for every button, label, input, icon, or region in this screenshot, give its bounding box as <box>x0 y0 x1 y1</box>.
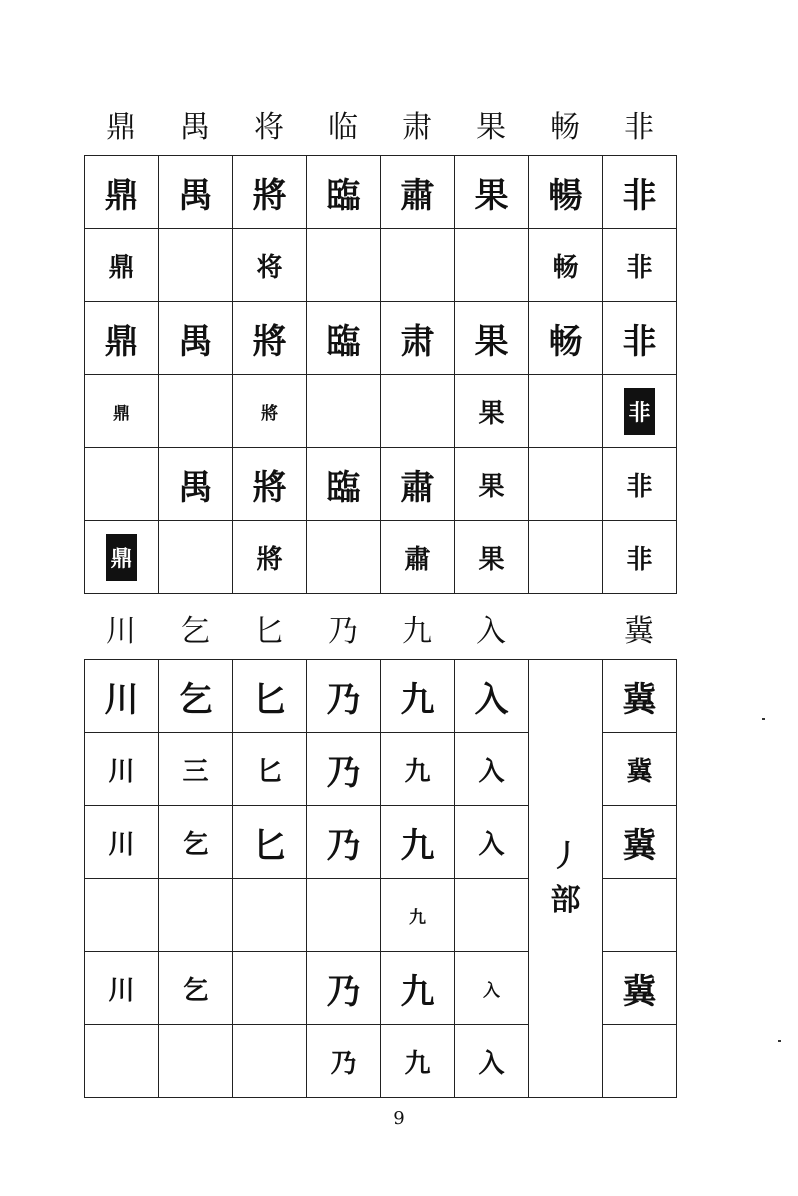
glyph-cell <box>381 660 455 733</box>
table-row <box>85 448 677 521</box>
glyph-cell <box>307 156 381 229</box>
glyph-cell <box>603 806 677 879</box>
glyph-cell <box>455 156 529 229</box>
glyph-cell <box>455 302 529 375</box>
seal-glyph: 冀 <box>622 971 657 1012</box>
glyph-cell <box>233 156 307 229</box>
glyph-cell <box>381 733 455 806</box>
header-char: 川 <box>106 614 136 649</box>
glyph-cell <box>159 879 233 952</box>
glyph-cell <box>307 521 381 594</box>
glyph-cell <box>85 1025 159 1098</box>
glyph-cell <box>233 521 307 594</box>
glyph-cell <box>381 1025 455 1098</box>
seal-glyph: 肅 <box>404 544 431 575</box>
seal-glyph: 入 <box>474 679 509 720</box>
glyph-cell <box>307 952 381 1025</box>
glyph-cell <box>159 229 233 302</box>
glyph-cell <box>603 1025 677 1098</box>
seal-glyph: 乃 <box>326 679 361 720</box>
seal-glyph: 果 <box>474 321 509 362</box>
seal-glyph: 禺 <box>178 175 213 216</box>
seal-glyph: 川 <box>104 679 139 720</box>
table-row <box>85 521 677 594</box>
seal-glyph: 三 <box>182 756 209 787</box>
header-char: 肃 <box>402 110 432 145</box>
glyph-cell <box>529 229 603 302</box>
scan-speck <box>762 718 765 720</box>
seal-glyph: 臨 <box>326 175 361 216</box>
glyph-cell <box>307 806 381 879</box>
header-char: 匕 <box>254 614 284 649</box>
radical-label-cell <box>529 660 603 1098</box>
glyph-cell <box>85 156 159 229</box>
glyph-cell <box>85 521 159 594</box>
glyph-cell <box>603 375 677 448</box>
seal-glyph: 乞 <box>182 829 209 860</box>
glyph-cell <box>455 448 529 521</box>
seal-glyph: 將 <box>252 467 287 508</box>
table-row <box>85 660 677 733</box>
header-char <box>528 612 602 652</box>
seal-glyph: 九 <box>400 825 435 866</box>
seal-glyph: 匕 <box>256 756 283 787</box>
header-char: 鼎 <box>106 110 136 145</box>
page-number: 9 <box>393 1108 405 1129</box>
seal-glyph: 将 <box>256 252 283 283</box>
bottom-header-row <box>84 612 676 652</box>
seal-glyph: 將 <box>261 403 278 424</box>
seal-glyph: 乞 <box>178 679 213 720</box>
glyph-cell <box>233 952 307 1025</box>
bottom-glyph-grid <box>84 659 677 1098</box>
glyph-cell <box>455 733 529 806</box>
glyph-cell <box>233 1025 307 1098</box>
glyph-cell <box>455 229 529 302</box>
glyph-cell <box>233 302 307 375</box>
glyph-cell <box>85 952 159 1025</box>
seal-glyph: 鼎 <box>108 252 135 283</box>
glyph-cell <box>159 156 233 229</box>
glyph-cell <box>603 879 677 952</box>
seal-glyph: 冀 <box>622 825 657 866</box>
glyph-cell <box>307 375 381 448</box>
glyph-cell <box>381 879 455 952</box>
glyph-cell <box>85 660 159 733</box>
seal-glyph: 禺 <box>178 467 213 508</box>
header-char: 乞 <box>180 614 210 649</box>
glyph-cell <box>307 660 381 733</box>
table-row <box>85 229 677 302</box>
seal-glyph: 果 <box>478 544 505 575</box>
glyph-cell <box>603 521 677 594</box>
glyph-cell <box>381 229 455 302</box>
glyph-cell <box>159 375 233 448</box>
glyph-cell <box>159 806 233 879</box>
seal-glyph: 肅 <box>400 467 435 508</box>
header-char: 入 <box>476 614 506 649</box>
glyph-cell <box>233 806 307 879</box>
radical-stroke: 丿 <box>550 838 581 874</box>
header-char: 九 <box>402 614 432 649</box>
glyph-cell <box>307 879 381 952</box>
seal-glyph: 九 <box>404 756 431 787</box>
glyph-cell <box>603 302 677 375</box>
seal-glyph: 果 <box>478 398 505 429</box>
glyph-cell <box>381 952 455 1025</box>
seal-glyph: 九 <box>404 1048 431 1079</box>
seal-glyph: 入 <box>478 756 505 787</box>
seal-glyph: 肃 <box>400 321 435 362</box>
seal-glyph: 鼎 <box>106 534 136 581</box>
seal-glyph: 肅 <box>400 175 435 216</box>
seal-glyph: 非 <box>626 471 653 502</box>
seal-glyph: 乃 <box>326 971 361 1012</box>
glyph-cell <box>455 806 529 879</box>
seal-glyph: 入 <box>478 829 505 860</box>
glyph-cell <box>603 952 677 1025</box>
seal-glyph: 乃 <box>326 825 361 866</box>
seal-glyph: 入 <box>478 1048 505 1079</box>
seal-glyph: 鼎 <box>104 321 139 362</box>
glyph-cell <box>307 448 381 521</box>
header-char: 畅 <box>550 110 580 145</box>
glyph-cell <box>307 1025 381 1098</box>
glyph-cell <box>603 733 677 806</box>
seal-glyph: 將 <box>252 321 287 362</box>
glyph-cell <box>455 521 529 594</box>
glyph-cell <box>85 879 159 952</box>
glyph-cell <box>159 660 233 733</box>
glyph-cell <box>529 448 603 521</box>
top-header-row <box>84 108 676 148</box>
glyph-cell <box>307 229 381 302</box>
glyph-cell <box>85 375 159 448</box>
seal-glyph: 非 <box>624 388 654 435</box>
glyph-cell <box>381 448 455 521</box>
seal-glyph: 果 <box>474 175 509 216</box>
top-glyph-grid <box>84 155 677 594</box>
glyph-cell <box>455 375 529 448</box>
glyph-cell <box>85 733 159 806</box>
glyph-cell <box>159 1025 233 1098</box>
seal-glyph: 入 <box>483 980 500 1001</box>
glyph-cell <box>529 156 603 229</box>
header-char: 非 <box>624 110 654 145</box>
glyph-cell <box>381 156 455 229</box>
glyph-cell <box>381 302 455 375</box>
glyph-cell <box>307 733 381 806</box>
glyph-cell <box>85 448 159 521</box>
header-char: 临 <box>328 110 358 145</box>
glyph-cell <box>159 952 233 1025</box>
seal-glyph: 匕 <box>252 679 287 720</box>
glyph-cell <box>603 156 677 229</box>
glyph-cell <box>381 806 455 879</box>
seal-glyph: 乃 <box>330 1048 357 1079</box>
glyph-cell <box>159 733 233 806</box>
seal-glyph: 畅 <box>548 321 583 362</box>
header-char: 禺 <box>180 110 210 145</box>
seal-glyph: 暢 <box>548 175 583 216</box>
seal-glyph: 非 <box>626 544 653 575</box>
table-row <box>85 375 677 448</box>
seal-glyph: 畅 <box>552 252 579 283</box>
glyph-cell <box>529 375 603 448</box>
seal-glyph: 禺 <box>178 321 213 362</box>
glyph-cell <box>159 448 233 521</box>
glyph-cell <box>529 521 603 594</box>
table-row <box>85 302 677 375</box>
glyph-cell <box>381 521 455 594</box>
glyph-cell <box>233 879 307 952</box>
glyph-cell <box>381 375 455 448</box>
glyph-cell <box>233 448 307 521</box>
glyph-cell <box>529 302 603 375</box>
seal-glyph: 乃 <box>326 752 361 793</box>
table-row <box>85 156 677 229</box>
glyph-cell <box>85 806 159 879</box>
glyph-cell <box>603 448 677 521</box>
glyph-cell <box>159 521 233 594</box>
glyph-cell <box>85 229 159 302</box>
seal-glyph: 冀 <box>626 756 653 787</box>
seal-glyph: 冀 <box>622 679 657 720</box>
glyph-cell <box>233 733 307 806</box>
scan-speck <box>778 1040 781 1042</box>
glyph-cell <box>455 952 529 1025</box>
glyph-cell <box>603 229 677 302</box>
glyph-cell <box>85 302 159 375</box>
glyph-cell <box>603 660 677 733</box>
seal-glyph: 川 <box>108 756 135 787</box>
seal-glyph: 川 <box>108 975 135 1006</box>
seal-glyph: 鼎 <box>113 403 130 424</box>
seal-glyph: 九 <box>400 971 435 1012</box>
seal-glyph: 非 <box>622 175 657 216</box>
glyph-cell <box>455 1025 529 1098</box>
seal-glyph: 乞 <box>182 975 209 1006</box>
seal-glyph: 匕 <box>252 825 287 866</box>
seal-glyph: 九 <box>400 679 435 720</box>
header-char: 果 <box>476 110 506 145</box>
seal-glyph: 果 <box>478 471 505 502</box>
header-char: 冀 <box>624 614 654 649</box>
glyph-cell <box>233 660 307 733</box>
glyph-cell <box>455 879 529 952</box>
glyph-cell <box>307 302 381 375</box>
seal-glyph: 非 <box>626 252 653 283</box>
header-char: 乃 <box>328 614 358 649</box>
seal-glyph: 將 <box>256 544 283 575</box>
glyph-cell <box>455 660 529 733</box>
glyph-cell <box>159 302 233 375</box>
seal-glyph: 臨 <box>326 321 361 362</box>
seal-glyph: 非 <box>622 321 657 362</box>
seal-glyph: 鼎 <box>104 175 139 216</box>
seal-glyph: 將 <box>252 175 287 216</box>
glyph-cell <box>233 229 307 302</box>
seal-glyph: 川 <box>108 829 135 860</box>
header-char: 将 <box>254 110 284 145</box>
glyph-cell <box>233 375 307 448</box>
radical-section-label: 部 <box>550 882 581 918</box>
seal-glyph: 九 <box>409 907 426 928</box>
seal-glyph: 臨 <box>326 467 361 508</box>
